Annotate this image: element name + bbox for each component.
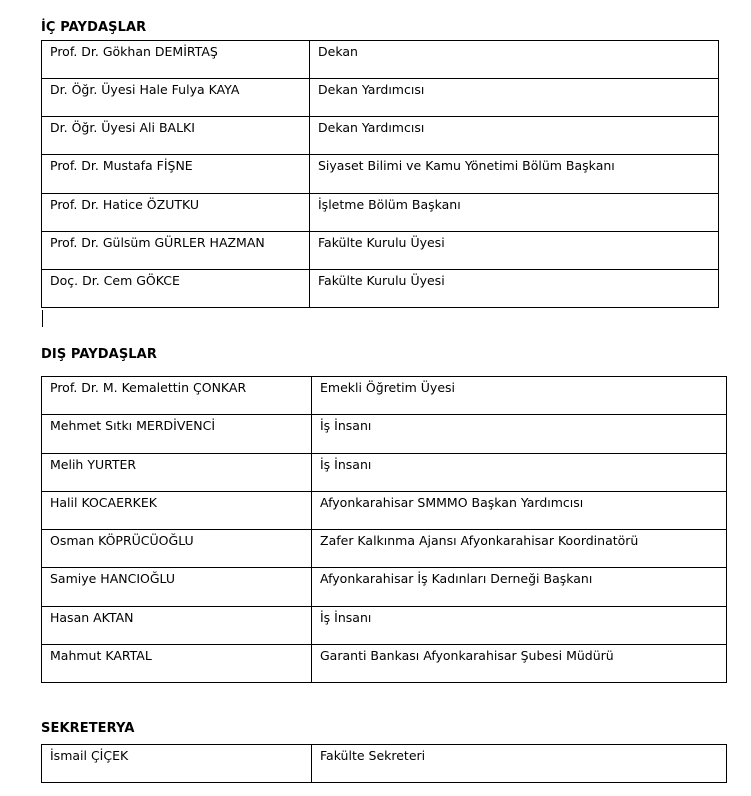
member-role: Dekan Yardımcısı — [310, 117, 719, 155]
table-row — [42, 231, 719, 269]
text-cursor — [42, 310, 43, 327]
member-role: İş İnsanı — [312, 453, 727, 491]
member-role: İş İnsanı — [312, 606, 727, 644]
section-title-sekreterya: SEKRETERYA — [41, 721, 135, 736]
table-row — [42, 491, 727, 529]
member-name: Samiye HANCIOĞLU — [42, 568, 312, 606]
member-name: Melih YURTER — [42, 453, 312, 491]
table-row — [42, 155, 719, 193]
member-role: Afyonkarahisar SMMMO Başkan Yardımcısı — [312, 491, 727, 529]
member-name: Osman KÖPRÜCÜOĞLU — [42, 530, 312, 568]
table-row — [42, 193, 719, 231]
member-role: Fakülte Kurulu Üyesi — [310, 231, 719, 269]
member-role: Fakülte Kurulu Üyesi — [310, 269, 719, 307]
section-title-dis-paydaslar: DIŞ PAYDAŞLAR — [41, 347, 157, 362]
member-name: Mahmut KARTAL — [42, 644, 312, 682]
table-row — [42, 415, 727, 453]
member-role: Garanti Bankası Afyonkarahisar Şubesi Müdürü — [312, 644, 727, 682]
table-row — [42, 453, 727, 491]
member-name: Mehmet Sıtkı MERDİVENCİ — [42, 415, 312, 453]
table-row — [42, 568, 727, 606]
table-row — [42, 269, 719, 307]
dis-paydaslar-table — [41, 376, 727, 683]
table-row — [42, 79, 719, 117]
member-name: Prof. Dr. M. Kemalettin ÇONKAR — [42, 377, 312, 415]
member-name: Hasan AKTAN — [42, 606, 312, 644]
table-row — [42, 377, 727, 415]
member-role: Emekli Öğretim Üyesi — [312, 377, 727, 415]
member-name: Prof. Dr. Hatice ÖZUTKU — [42, 193, 310, 231]
member-role: Dekan — [310, 41, 719, 79]
member-name: Halil KOCAERKEK — [42, 491, 312, 529]
table-row — [42, 745, 727, 783]
table-row — [42, 117, 719, 155]
member-name: Prof. Dr. Gülsüm GÜRLER HAZMAN — [42, 231, 310, 269]
member-name: Prof. Dr. Gökhan DEMİRTAŞ — [42, 41, 310, 79]
member-name: Doç. Dr. Cem GÖKCE — [42, 269, 310, 307]
table-row — [42, 530, 727, 568]
member-name: Dr. Öğr. Üyesi Hale Fulya KAYA — [42, 79, 310, 117]
member-role: Zafer Kalkınma Ajansı Afyonkarahisar Koordinatörü — [312, 530, 727, 568]
member-name: Prof. Dr. Mustafa FİŞNE — [42, 155, 310, 193]
table-row — [42, 644, 727, 682]
member-role: Afyonkarahisar İş Kadınları Derneği Başkanı — [312, 568, 727, 606]
member-role: Siyaset Bilimi ve Kamu Yönetimi Bölüm Başkanı — [310, 155, 719, 193]
member-name: İsmail ÇİÇEK — [42, 745, 312, 783]
member-role: Dekan Yardımcısı — [310, 79, 719, 117]
table-row — [42, 606, 727, 644]
section-title-ic-paydaslar: İÇ PAYDAŞLAR — [41, 20, 147, 35]
member-name: Dr. Öğr. Üyesi Ali BALKI — [42, 117, 310, 155]
member-role: Fakülte Sekreteri — [312, 745, 727, 783]
sekreterya-table — [41, 744, 727, 783]
member-role: İş İnsanı — [312, 415, 727, 453]
ic-paydaslar-table — [41, 40, 719, 308]
table-row — [42, 41, 719, 79]
member-role: İşletme Bölüm Başkanı — [310, 193, 719, 231]
